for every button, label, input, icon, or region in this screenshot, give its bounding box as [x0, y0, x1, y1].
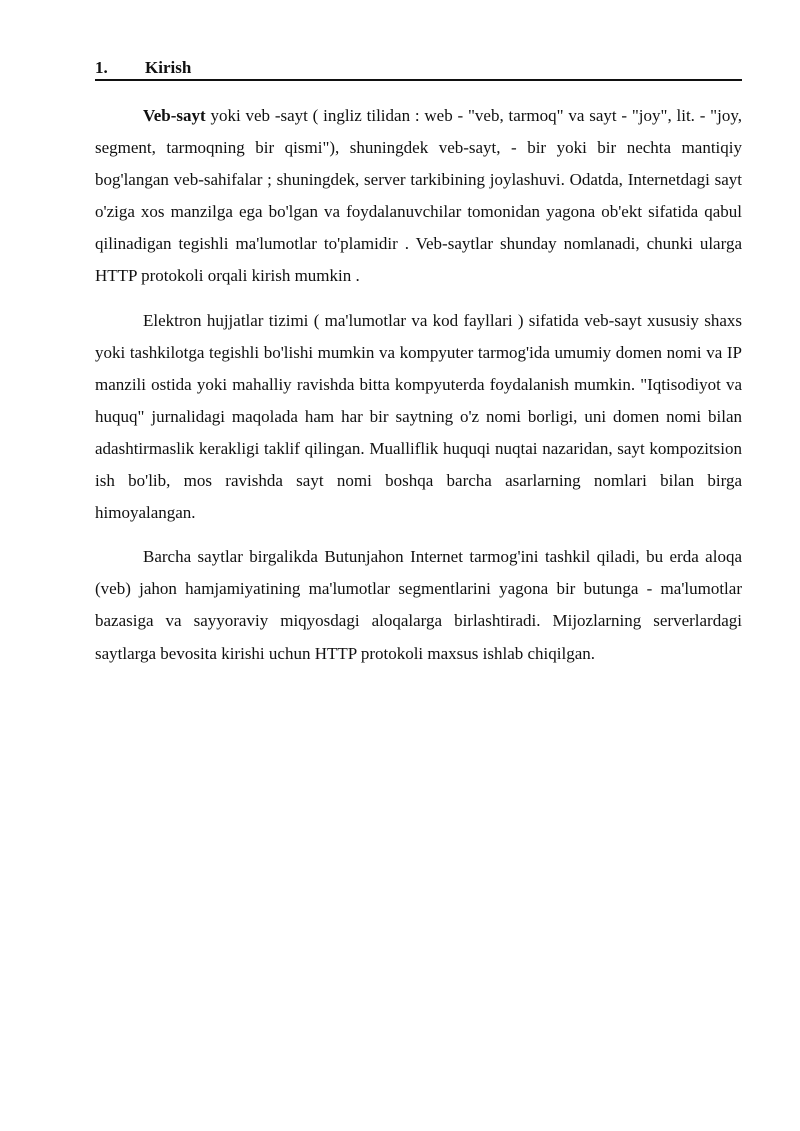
section-number: 1. [95, 58, 108, 77]
paragraph-2 [95, 305, 742, 530]
paragraph-3-text: Barcha saytlar birgalikda Butunjahon Internet tarmog'ini tashkil qiladi, bu erda aloqa (veb) jahon hamjamiyatining ma'lumotlar segmentlarini yagona bir butunga - ma'lumotlar bazasiga va sayyoraviy miqyosdagi aloqalarga birlashtiradi. Mijozlarning serverlardagi saytlarga bevosita kirishi uchun HTTP protokoli maxsus ishlab chiqilgan. [95, 547, 742, 663]
section-heading [95, 57, 742, 81]
term-bold: Veb-sayt [143, 106, 206, 125]
paragraph-1-text: yoki veb -sayt ( ingliz tilidan : web - "veb, tarmoq" va sayt - "joy", lit. - "joy, segment, tarmoqning bir qismi"), shuningdek veb-sayt, - bir yoki bir nechta mantiqiy bog'langan veb-sahifalar ; shuningdek, server tarkibining joylashuvi. Odatda, Internetdagi sayt o'ziga xos manzilga ega bo'lgan va foydalanuvchilar tomonidan yagona ob'ekt sifatida qabul qilinadigan tegishli ma'lumotlar to'plamidir . Veb-saytlar shunday nomlanadi, chunki ularga HTTP protokoli orqali kirish mumkin . [95, 106, 742, 286]
body-text [95, 100, 742, 682]
section-title: Kirish [145, 58, 192, 77]
paragraph-2-text: Elektron hujjatlar tizimi ( ma'lumotlar va kod fayllari ) sifatida veb-sayt xususiy shaxs yoki tashkilotga tegishli bo'lishi mumkin va kompyuter tarmog'ida umumiy domen nomi va IP manzili ostida yoki mahalliy ravishda bitta kompyuterda foydalanish mumkin. "Iqtisodiyot va huquq" jurnalidagi maqolada ham har bir saytning o'z nomi borligi, uni domen nomi bilan adashtirmaslik kerakligi taklif qilingan. Mualliflik huquqi nuqtai nazaridan, sayt kompozitsion ish bo'lib, mos ravishda sayt nomi boshqa barcha asarlarning nomlari bilan birga himoyalangan. [95, 310, 742, 523]
paragraph-3 [95, 541, 742, 669]
paragraph-1 [95, 100, 742, 293]
